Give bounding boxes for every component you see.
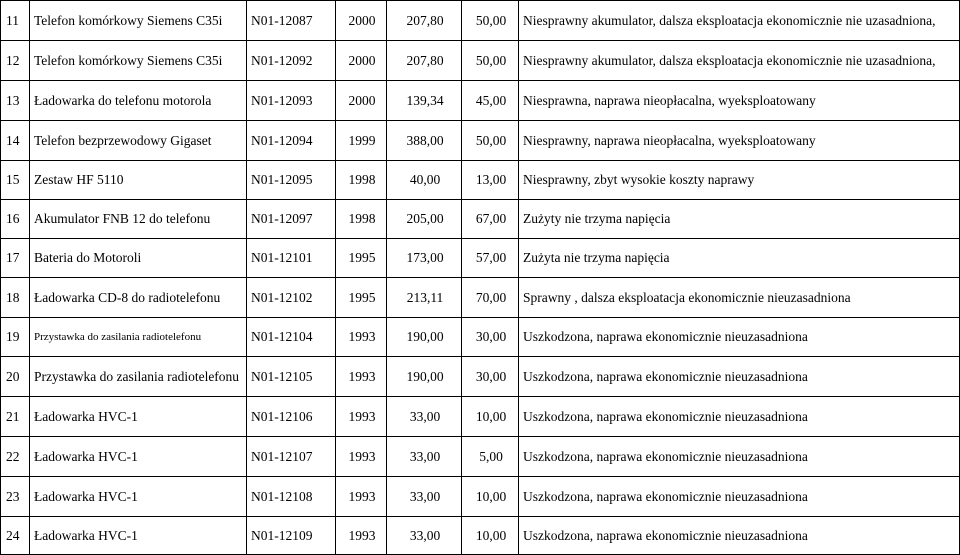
- row-number: 21: [1, 397, 30, 437]
- item-name: Ładowarka do telefonu motorola: [30, 81, 247, 121]
- current-value: 13,00: [462, 161, 519, 200]
- initial-value: 190,00: [387, 318, 462, 357]
- condition-description: Niesprawny, naprawa nieopłacalna, wyeksploatowany: [519, 121, 960, 161]
- condition-description: Niesprawny, zbyt wysokie koszty naprawy: [519, 161, 960, 200]
- current-value: 5,00: [462, 437, 519, 477]
- acquisition-year: 1998: [336, 200, 387, 239]
- table-row: [1, 121, 960, 161]
- row-number: 13: [1, 81, 30, 121]
- inventory-number: N01-12104: [247, 318, 336, 357]
- condition-description: Uszkodzona, naprawa ekonomicznie nieuzasadniona: [519, 397, 960, 437]
- row-number: 12: [1, 41, 30, 81]
- item-name: Przystawka do zasilania radiotelefonu: [30, 357, 247, 397]
- item-name: Bateria do Motoroli: [30, 239, 247, 278]
- condition-description: Uszkodzona, naprawa ekonomicznie nieuzasadniona: [519, 318, 960, 357]
- item-name: Ładowarka HVC-1: [30, 477, 247, 517]
- inventory-number: N01-12109: [247, 517, 336, 555]
- current-value: 10,00: [462, 517, 519, 555]
- table-row: [1, 161, 960, 200]
- item-name: Ładowarka HVC-1: [30, 437, 247, 477]
- item-name: Zestaw HF 5110: [30, 161, 247, 200]
- table-row: [1, 239, 960, 278]
- acquisition-year: 1993: [336, 397, 387, 437]
- initial-value: 190,00: [387, 357, 462, 397]
- row-number: 17: [1, 239, 30, 278]
- condition-description: Zużyty nie trzyma napięcia: [519, 200, 960, 239]
- item-name: Przystawka do zasilania radiotelefonu: [30, 318, 247, 357]
- condition-description: Sprawny , dalsza eksploatacja ekonomicznie nieuzasadniona: [519, 278, 960, 318]
- current-value: 10,00: [462, 477, 519, 517]
- table-row: [1, 278, 960, 318]
- initial-value: 173,00: [387, 239, 462, 278]
- item-name: Ładowarka HVC-1: [30, 397, 247, 437]
- acquisition-year: 1995: [336, 239, 387, 278]
- inventory-number: N01-12087: [247, 1, 336, 41]
- item-name: Ładowarka CD-8 do radiotelefonu: [30, 278, 247, 318]
- table-row: [1, 477, 960, 517]
- current-value: 67,00: [462, 200, 519, 239]
- row-number: 23: [1, 477, 30, 517]
- condition-description: Uszkodzona, naprawa ekonomicznie nieuzasadniona: [519, 477, 960, 517]
- inventory-number: N01-12097: [247, 200, 336, 239]
- acquisition-year: 2000: [336, 41, 387, 81]
- initial-value: 207,80: [387, 1, 462, 41]
- table-row: [1, 41, 960, 81]
- table-row: [1, 200, 960, 239]
- item-name: Telefon bezprzewodowy Gigaset: [30, 121, 247, 161]
- initial-value: 388,00: [387, 121, 462, 161]
- item-name: Akumulator FNB 12 do telefonu: [30, 200, 247, 239]
- item-name: Ładowarka HVC-1: [30, 517, 247, 555]
- acquisition-year: 1993: [336, 517, 387, 555]
- table-row: [1, 81, 960, 121]
- initial-value: 33,00: [387, 477, 462, 517]
- current-value: 50,00: [462, 121, 519, 161]
- acquisition-year: 1998: [336, 161, 387, 200]
- table-row: [1, 318, 960, 357]
- acquisition-year: 2000: [336, 1, 387, 41]
- condition-description: Zużyta nie trzyma napięcia: [519, 239, 960, 278]
- inventory-number: N01-12101: [247, 239, 336, 278]
- current-value: 30,00: [462, 318, 519, 357]
- table-row: [1, 357, 960, 397]
- inventory-number: N01-12094: [247, 121, 336, 161]
- row-number: 15: [1, 161, 30, 200]
- inventory-number: N01-12102: [247, 278, 336, 318]
- row-number: 14: [1, 121, 30, 161]
- acquisition-year: 1993: [336, 477, 387, 517]
- initial-value: 207,80: [387, 41, 462, 81]
- acquisition-year: 1993: [336, 318, 387, 357]
- row-number: 22: [1, 437, 30, 477]
- acquisition-year: 2000: [336, 81, 387, 121]
- row-number: 20: [1, 357, 30, 397]
- inventory-number: N01-12092: [247, 41, 336, 81]
- acquisition-year: 1999: [336, 121, 387, 161]
- initial-value: 33,00: [387, 397, 462, 437]
- table-row: [1, 1, 960, 41]
- initial-value: 40,00: [387, 161, 462, 200]
- condition-description: Niesprawny akumulator, dalsza eksploatacja ekonomicznie nie uzasadniona,: [519, 41, 960, 81]
- current-value: 50,00: [462, 41, 519, 81]
- row-number: 24: [1, 517, 30, 555]
- current-value: 50,00: [462, 1, 519, 41]
- condition-description: Uszkodzona, naprawa ekonomicznie nieuzasadniona: [519, 357, 960, 397]
- inventory-number: N01-12095: [247, 161, 336, 200]
- current-value: 30,00: [462, 357, 519, 397]
- current-value: 10,00: [462, 397, 519, 437]
- initial-value: 33,00: [387, 517, 462, 555]
- initial-value: 33,00: [387, 437, 462, 477]
- initial-value: 213,11: [387, 278, 462, 318]
- current-value: 70,00: [462, 278, 519, 318]
- inventory-number: N01-12106: [247, 397, 336, 437]
- inventory-number: N01-12093: [247, 81, 336, 121]
- inventory-number: N01-12108: [247, 477, 336, 517]
- table-body: [1, 1, 960, 555]
- table-row: [1, 397, 960, 437]
- item-name: Telefon komórkowy Siemens C35i: [30, 1, 247, 41]
- current-value: 57,00: [462, 239, 519, 278]
- acquisition-year: 1995: [336, 278, 387, 318]
- table-row: [1, 437, 960, 477]
- item-name: Telefon komórkowy Siemens C35i: [30, 41, 247, 81]
- acquisition-year: 1993: [336, 357, 387, 397]
- row-number: 18: [1, 278, 30, 318]
- condition-description: Niesprawny akumulator, dalsza eksploatacja ekonomicznie nie uzasadniona,: [519, 1, 960, 41]
- initial-value: 139,34: [387, 81, 462, 121]
- inventory-number: N01-12107: [247, 437, 336, 477]
- initial-value: 205,00: [387, 200, 462, 239]
- condition-description: Uszkodzona, naprawa ekonomicznie nieuzasadniona: [519, 437, 960, 477]
- condition-description: Niesprawna, naprawa nieopłacalna, wyeksploatowany: [519, 81, 960, 121]
- condition-description: Uszkodzona, naprawa ekonomicznie nieuzasadniona: [519, 517, 960, 555]
- current-value: 45,00: [462, 81, 519, 121]
- acquisition-year: 1993: [336, 437, 387, 477]
- row-number: 11: [1, 1, 30, 41]
- row-number: 19: [1, 318, 30, 357]
- inventory-number: N01-12105: [247, 357, 336, 397]
- row-number: 16: [1, 200, 30, 239]
- table-row: [1, 517, 960, 555]
